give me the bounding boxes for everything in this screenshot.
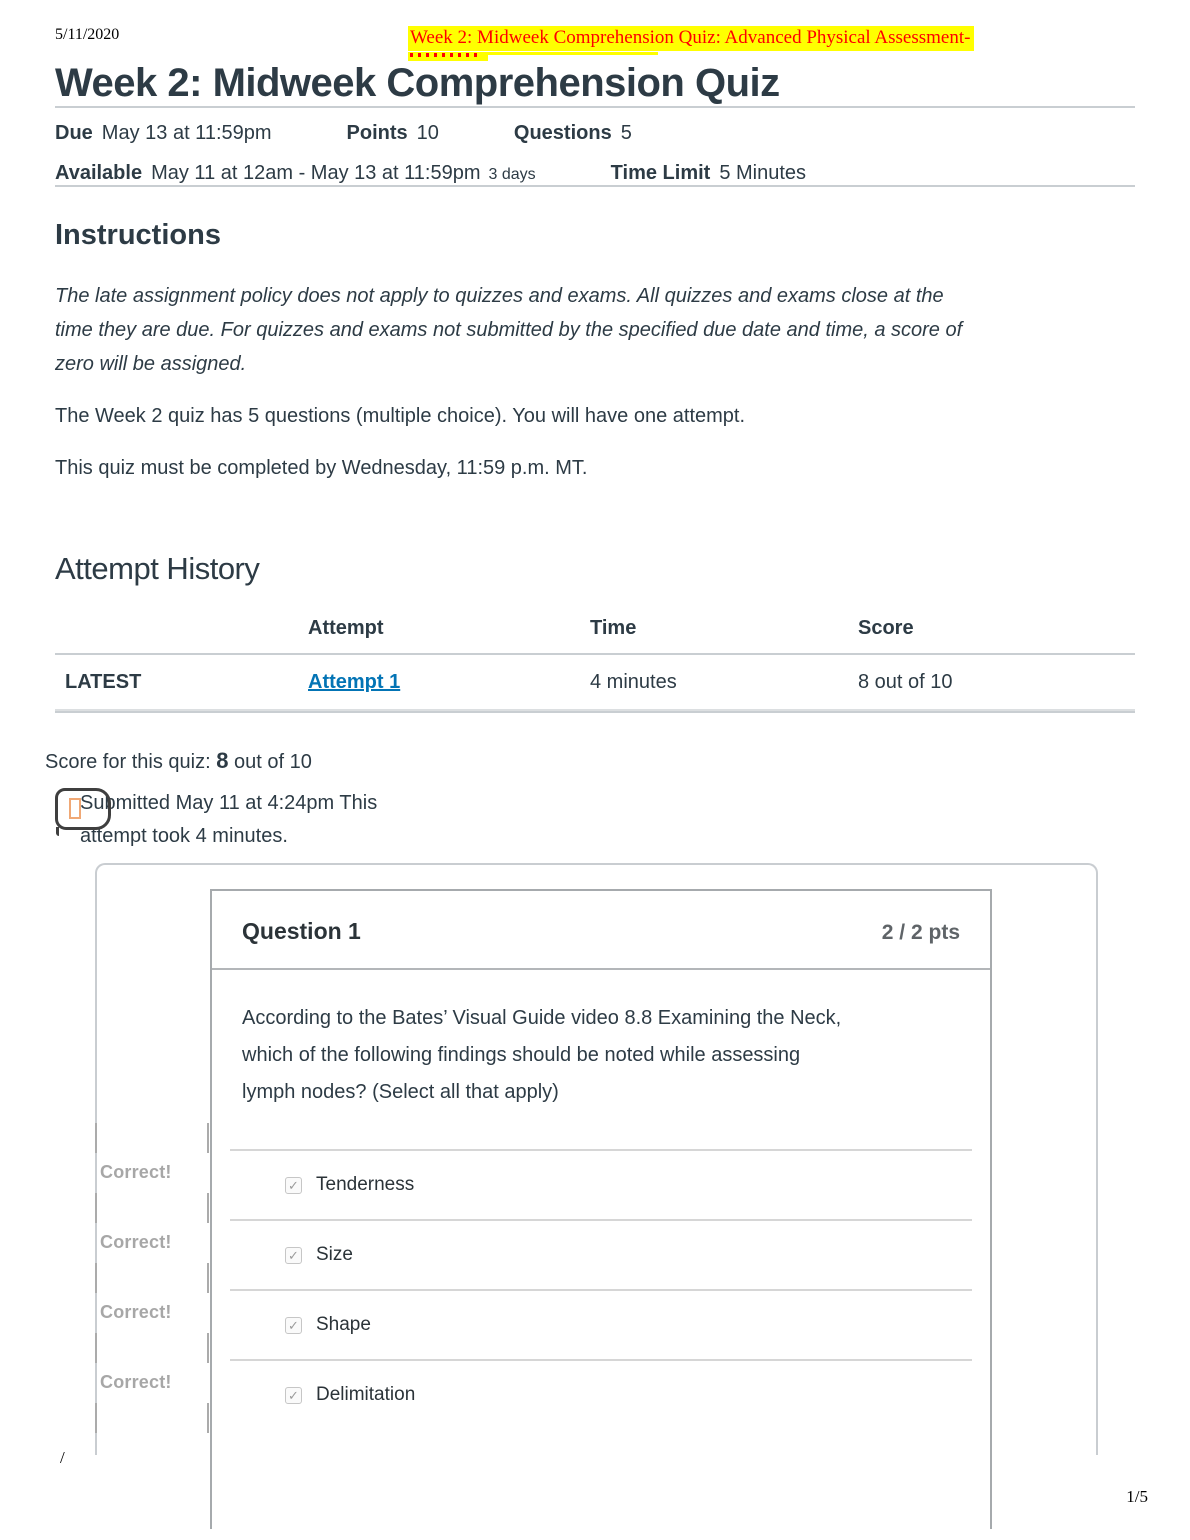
question-prompt-line: which of the following findings should be noted while assessing: [242, 1044, 801, 1066]
attempt-1-link[interactable]: Attempt 1: [308, 671, 401, 693]
clipped-indicator-box: [95, 1123, 209, 1153]
col-score: Score: [858, 617, 914, 639]
attempt-score: 8 out of 10: [858, 671, 953, 693]
question-prompt-line: According to the Bates’ Visual Guide video 8.8 Examining the Neck,: [242, 1007, 842, 1029]
correct-badge: Correct!: [100, 1232, 172, 1252]
score-suffix: out of 10: [234, 751, 312, 773]
meta-row-2: [55, 162, 1135, 185]
answer-row: [230, 1289, 972, 1359]
available-duration: 3 days: [488, 166, 536, 183]
due-label: Due: [55, 122, 93, 144]
table-row: [55, 655, 1135, 711]
print-document-title: Week 2: Midweek Comprehension Quiz: Advanced Physical Assessment-: [408, 26, 974, 51]
question-body: [212, 970, 990, 1111]
speech-bubble-icon: [55, 788, 111, 830]
submitted-line: Submitted May 11 at 4:24pm This: [80, 792, 378, 814]
attempt-table-header: [55, 617, 1135, 655]
checkbox-checked-icon[interactable]: ✓: [285, 1317, 302, 1334]
question-header: [212, 891, 990, 970]
correct-indicators-gutter: [95, 1123, 209, 1433]
answer-label: Size: [316, 1244, 353, 1265]
clipped-indicator-box: [95, 1263, 209, 1293]
divider: [55, 711, 1135, 713]
time-limit-label: Time Limit: [610, 162, 711, 184]
clipped-indicator-box: [95, 1193, 209, 1223]
question-card: [210, 889, 992, 1529]
points-label: Points: [346, 122, 408, 144]
submitted-note: [80, 787, 1135, 853]
question-title: Question 1: [242, 918, 361, 944]
page-title: Week 2: Midweek Comprehension Quiz: [55, 61, 780, 105]
page-number: 1/5: [1126, 1487, 1148, 1506]
quiz-score-summary: [45, 748, 1135, 774]
correct-badge: Correct!: [100, 1162, 172, 1182]
attempt-time: 4 minutes: [590, 671, 677, 693]
quiz-results-region: [95, 863, 1098, 1455]
question-prompt-line: lymph nodes? (Select all that apply): [242, 1081, 559, 1103]
instructions-heading: Instructions: [55, 219, 221, 251]
available-value: May 11 at 12am - May 13 at 11:59pm: [151, 162, 481, 184]
score-value: 8: [216, 748, 229, 773]
policy-line: The late assignment policy does not apply to quizzes and exams. All quizzes and exams close at the: [55, 285, 944, 307]
submitted-line: attempt took 4 minutes.: [80, 825, 288, 847]
missing-glyph-icon: [69, 798, 81, 819]
due-value: May 13 at 11:59pm: [101, 122, 272, 144]
attempt-history-table: [55, 617, 1135, 711]
meta-row-1: [55, 122, 1135, 145]
answer-label: Delimitation: [316, 1384, 416, 1405]
col-time: Time: [590, 617, 637, 639]
points-value: 10: [416, 122, 439, 144]
quiz-info-paragraph: The Week 2 quiz has 5 questions (multiple choice). You will have one attempt.: [55, 405, 746, 427]
print-date: 5/11/2020: [55, 26, 120, 43]
question-points: 2 / 2 pts: [881, 921, 960, 944]
attempt-history-heading: Attempt History: [55, 551, 260, 586]
footer-url-fragment: /: [60, 1448, 65, 1467]
policy-line: zero will be assigned.: [55, 353, 247, 375]
answer-label: Shape: [316, 1314, 371, 1335]
correct-badge: Correct!: [100, 1372, 172, 1392]
answer-list: [230, 1149, 972, 1429]
divider: [55, 106, 1135, 108]
answer-row: [230, 1219, 972, 1289]
late-policy-paragraph: [55, 279, 1135, 381]
col-attempt: Attempt: [308, 617, 384, 639]
policy-line: time they are due. For quizzes and exams not submitted by the specified due date and time, a score of: [55, 319, 963, 341]
answer-row: [230, 1359, 972, 1429]
deadline-paragraph: This quiz must be completed by Wednesday, 11:59 p.m. MT.: [55, 457, 588, 479]
quiz-meta: [55, 122, 1135, 185]
questions-label: Questions: [513, 122, 612, 144]
answer-label: Tenderness: [316, 1174, 415, 1195]
checkbox-checked-icon[interactable]: ✓: [285, 1247, 302, 1264]
score-prefix: Score for this quiz:: [45, 751, 211, 773]
answer-row: [230, 1149, 972, 1219]
checkbox-checked-icon[interactable]: ✓: [285, 1387, 302, 1404]
questions-value: 5: [620, 122, 632, 144]
checkbox-checked-icon[interactable]: ✓: [285, 1177, 302, 1194]
available-label: Available: [55, 162, 143, 184]
latest-badge: LATEST: [65, 671, 142, 693]
correct-badge: Correct!: [100, 1302, 172, 1322]
clipped-indicator-box: [95, 1333, 209, 1363]
clipped-indicator-box: [95, 1403, 209, 1433]
time-limit-value: 5 Minutes: [719, 162, 807, 184]
divider: [55, 185, 1135, 187]
